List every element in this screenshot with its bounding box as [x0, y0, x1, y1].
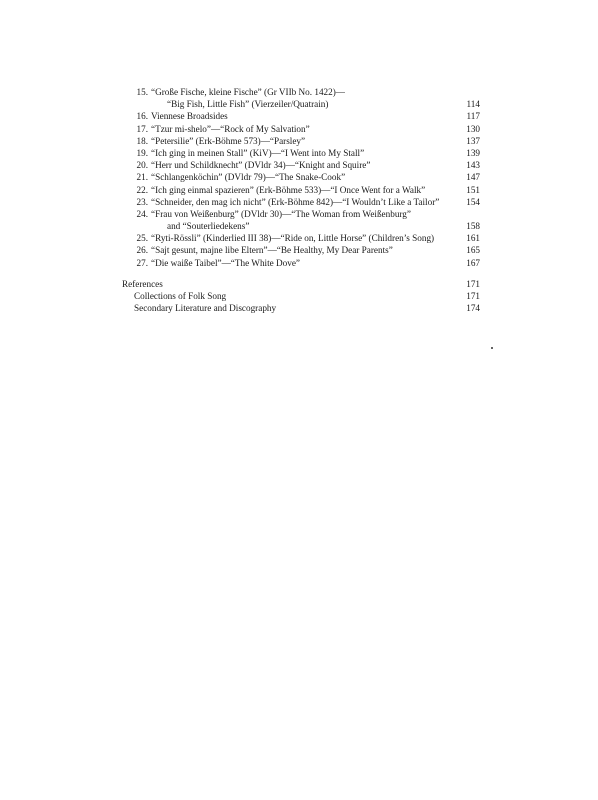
section-page: 171	[466, 278, 480, 289]
entry-number: 16.	[136, 111, 148, 122]
toc-entry	[122, 257, 480, 269]
entry-page: 143	[466, 160, 480, 171]
subentry-title: Collections of Folk Song	[134, 291, 227, 301]
toc-entry	[122, 123, 480, 135]
entry-title: “Schlangenköchin” (DVldr 79)—“The Snake-Cook”	[151, 172, 346, 183]
entry-number: 25.	[136, 233, 148, 244]
entry-number: 20.	[136, 160, 148, 171]
entry-title: “Ich ging in meinen Stall” (KiV)—“I Went into My Stall”	[151, 147, 365, 158]
entry-title: and “Souterliedekens”	[167, 221, 250, 232]
entry-number: 24.	[136, 208, 148, 219]
entry-title: “Große Fische, kleine Fische” (Gr VIIb No. 1422)—	[151, 87, 345, 97]
entry-page: 161	[466, 233, 480, 244]
toc-entry	[122, 244, 480, 256]
toc-subentry	[122, 302, 480, 314]
toc-entry-continuation	[122, 220, 480, 232]
toc-entry-continuation	[122, 98, 480, 110]
entry-title: Viennese Broadsides	[151, 111, 228, 122]
stray-mark	[491, 347, 493, 349]
entry-number: 15.	[136, 87, 148, 97]
toc-entry	[122, 196, 480, 208]
entry-number: 21.	[136, 172, 148, 183]
subentry-title: Secondary Literature and Discography	[134, 303, 277, 314]
toc-entry	[122, 232, 480, 244]
entry-title: “Die waiße Taibel”—“The White Dove”	[151, 257, 301, 268]
section-spacer	[122, 269, 480, 278]
entry-page: 137	[466, 135, 480, 146]
entry-number: 18.	[136, 135, 148, 146]
toc-entry	[122, 86, 480, 98]
entry-title: “Ich ging einmal spazieren” (Erk-Böhme 533)—“I Once Went for a Walk”	[151, 184, 426, 195]
entry-page: 147	[466, 172, 480, 183]
entry-page: 117	[466, 111, 480, 122]
toc-subentry	[122, 290, 480, 302]
table-of-contents	[122, 86, 480, 314]
entry-page: 139	[466, 147, 480, 158]
entry-page: 151	[466, 184, 480, 195]
toc-entry	[122, 147, 480, 159]
entry-number: 17.	[136, 123, 148, 134]
subentry-page: 174	[466, 303, 480, 314]
entry-page: 158	[466, 221, 480, 232]
toc-entry	[122, 135, 480, 147]
entry-title: “Frau von Weißenburg” (DVldr 30)—“The Woman from Weißenburg”	[151, 208, 411, 219]
entry-title: “Herr und Schildknecht” (DVldr 34)—“Knight and Squire”	[151, 160, 371, 171]
entry-page: 167	[466, 257, 480, 268]
entry-page: 154	[466, 196, 480, 207]
entry-number: 26.	[136, 245, 148, 256]
entry-title: “Sajt gesunt, majne libe Eltern”—“Be Healthy, My Dear Parents”	[151, 245, 393, 256]
entry-title: “Big Fish, Little Fish” (Vierzeiler/Quatrain)	[167, 99, 329, 110]
toc-entry	[122, 110, 480, 122]
entry-page: 165	[466, 245, 480, 256]
entry-page: 114	[466, 99, 480, 110]
section-title: References	[122, 278, 163, 289]
entry-title: “Schneider, den mag ich nicht” (Erk-Böhme 842)—“I Wouldn’t Like a Tailor”	[151, 196, 440, 207]
subentry-page: 171	[466, 291, 480, 301]
entry-title: “Tzur mi-shelo”—“Rock of My Salvation”	[151, 123, 310, 134]
entry-number: 27.	[136, 257, 148, 268]
entry-number: 22.	[136, 184, 148, 195]
entry-title: “Ryti-Rössli” (Kinderlied III 38)—“Ride on, Little Horse” (Children’s Song)	[151, 233, 435, 244]
entry-number: 23.	[136, 196, 148, 207]
entry-number: 19.	[136, 147, 148, 158]
toc-entry	[122, 184, 480, 196]
toc-entry	[122, 208, 480, 220]
entry-page: 130	[466, 123, 480, 134]
toc-entry	[122, 159, 480, 171]
toc-section-references	[122, 278, 480, 290]
entry-title: “Petersilie” (Erk-Böhme 573)—“Parsley”	[151, 135, 306, 146]
toc-entry	[122, 171, 480, 183]
